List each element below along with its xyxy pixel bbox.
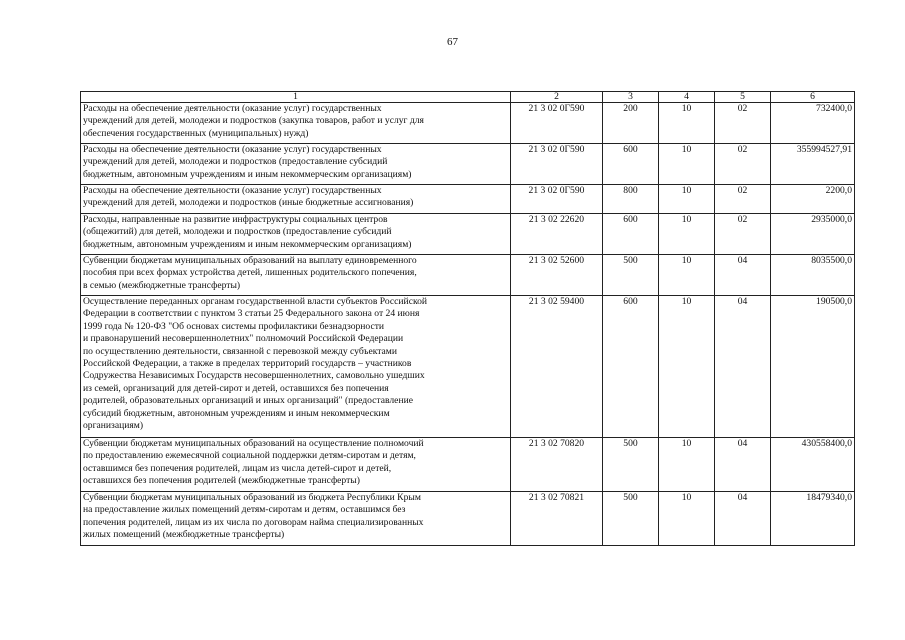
table-row (81, 214, 855, 255)
page-number: 67 (447, 36, 458, 48)
section-cell: 10 (659, 214, 715, 255)
table-row (81, 185, 855, 214)
expense-type-cell: 800 (603, 185, 659, 214)
target-code-cell: 21 3 02 59400 (511, 296, 603, 438)
header-cell: 4 (659, 92, 715, 103)
subsection-cell: 02 (715, 185, 771, 214)
subsection-cell: 04 (715, 255, 771, 296)
target-code-cell: 21 3 02 0Г590 (511, 103, 603, 144)
description-cell: Расходы на обеспечение деятельности (оказание услуг) государственных учреждений для детей, молодежи и подростков (закупка товаров, работ и услуг для обеспечения государственных (муниципальных) нужд) (81, 103, 511, 144)
description-cell: Осуществление переданных органам государственной власти субъектов Российской Федерации в соответствии с пунктом 3 статьи 25 Федерального закона от 24 июня 1999 года № 120-ФЗ "Об основах системы профилактики безнадзорности и правонарушений несовершеннолетних" полномочий Российской Федерации по осуществлению деятельности, связанной с перевозкой между субъектами Российской Федерации, а также в пределах территорий государств – участников Содружества Независимых Государств несовершеннолетних, самовольно ушедших из семей, организаций для детей-сирот и детей, оставшихся без попечения родителей, образовательных организаций и иных организаций" (предоставление субсидий бюджетным, автономным учреждениям и иным некоммерческим организациям) (81, 296, 511, 438)
section-cell: 10 (659, 438, 715, 492)
description-cell: Субвенции бюджетам муниципальных образований на осуществление полномочий по предоставлению ежемесячной социальной поддержки детям-сиротам и детям, оставшимся без попечения родителей, лицам из числа детей-сирот и детей, оставшихся без попечения родителей (межбюджетные трансферты) (81, 438, 511, 492)
budget-table (80, 91, 855, 546)
amount-cell: 2200,0 (771, 185, 855, 214)
amount-cell: 430558400,0 (771, 438, 855, 492)
description-cell: Расходы на обеспечение деятельности (оказание услуг) государственных учреждений для детей, молодежи и подростков (иные бюджетные ассигнования) (81, 185, 511, 214)
target-code-cell: 21 3 02 0Г590 (511, 144, 603, 185)
target-code-cell: 21 3 02 70820 (511, 438, 603, 492)
table-row (81, 103, 855, 144)
header-cell: 5 (715, 92, 771, 103)
header-cell: 1 (81, 92, 511, 103)
header-cell: 2 (511, 92, 603, 103)
expense-type-cell: 500 (603, 438, 659, 492)
header-cell: 6 (771, 92, 855, 103)
description-cell: Субвенции бюджетам муниципальных образований на выплату единовременного пособия при всех формах устройства детей, лишенных родительского попечения, в семью (межбюджетные трансферты) (81, 255, 511, 296)
amount-cell: 190500,0 (771, 296, 855, 438)
expense-type-cell: 200 (603, 103, 659, 144)
subsection-cell: 04 (715, 438, 771, 492)
target-code-cell: 21 3 02 52600 (511, 255, 603, 296)
subsection-cell: 02 (715, 103, 771, 144)
subsection-cell: 04 (715, 492, 771, 546)
target-code-cell: 21 3 02 22620 (511, 214, 603, 255)
description-cell: Расходы, направленные на развитие инфраструктуры социальных центров (общежитий) для детей, молодежи и подростков (предоставление субсидий бюджетным, автономным учреждениям и иным некоммерческим организациям) (81, 214, 511, 255)
amount-cell: 18479340,0 (771, 492, 855, 546)
subsection-cell: 04 (715, 296, 771, 438)
table-row (81, 492, 855, 546)
amount-cell: 355994527,91 (771, 144, 855, 185)
expense-type-cell: 600 (603, 144, 659, 185)
header-cell: 3 (603, 92, 659, 103)
table-row (81, 144, 855, 185)
amount-cell: 732400,0 (771, 103, 855, 144)
amount-cell: 8035500,0 (771, 255, 855, 296)
expense-type-cell: 600 (603, 296, 659, 438)
header-row (81, 92, 855, 103)
target-code-cell: 21 3 02 70821 (511, 492, 603, 546)
description-cell: Расходы на обеспечение деятельности (оказание услуг) государственных учреждений для детей, молодежи и подростков (предоставление субсидий бюджетным, автономным учреждениям и иным некоммерческим организациям) (81, 144, 511, 185)
subsection-cell: 02 (715, 214, 771, 255)
description-cell: Субвенции бюджетам муниципальных образований из бюджета Республики Крым на предоставление жилых помещений детям-сиротам и детям, оставшимся без попечения родителей, лицам из их числа по договорам найма специализированных жилых помещений (межбюджетные трансферты) (81, 492, 511, 546)
section-cell: 10 (659, 144, 715, 185)
section-cell: 10 (659, 185, 715, 214)
section-cell: 10 (659, 492, 715, 546)
table-row (81, 296, 855, 438)
expense-type-cell: 600 (603, 214, 659, 255)
amount-cell: 2935000,0 (771, 214, 855, 255)
table-row (81, 255, 855, 296)
expense-type-cell: 500 (603, 492, 659, 546)
subsection-cell: 02 (715, 144, 771, 185)
target-code-cell: 21 3 02 0Г590 (511, 185, 603, 214)
section-cell: 10 (659, 103, 715, 144)
section-cell: 10 (659, 296, 715, 438)
section-cell: 10 (659, 255, 715, 296)
expense-type-cell: 500 (603, 255, 659, 296)
table-row (81, 438, 855, 492)
